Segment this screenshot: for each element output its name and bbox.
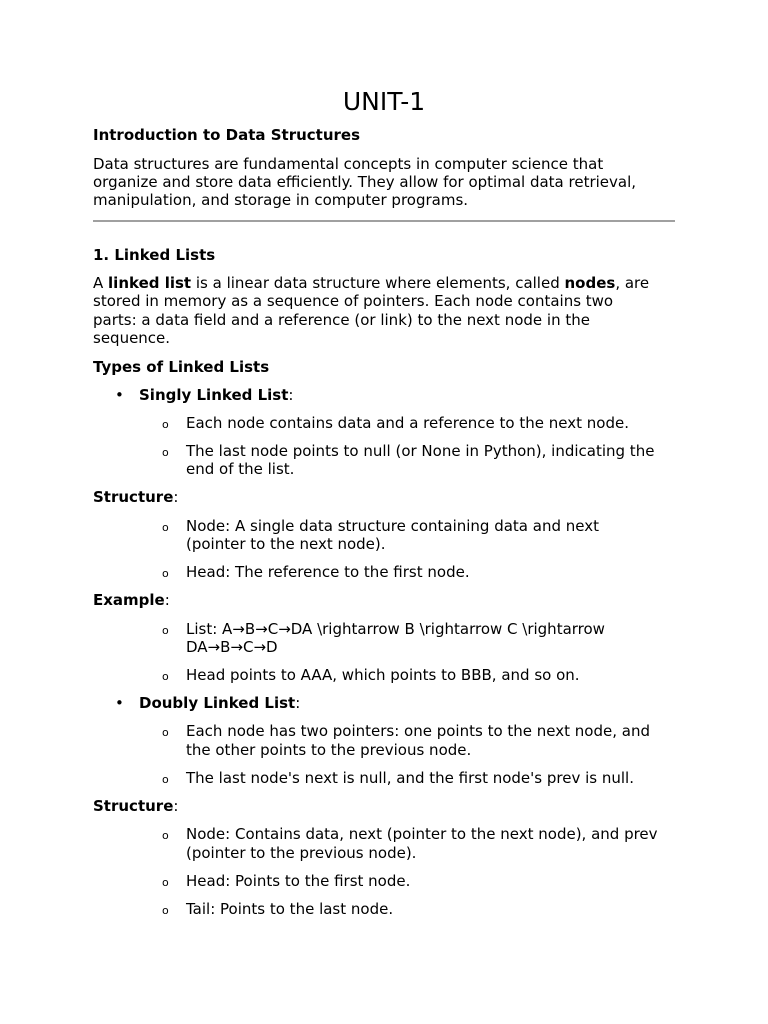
singly-subitem-2-cont: end of the list. <box>186 460 295 478</box>
para-text: is a linear data structure where elements, called <box>191 274 565 292</box>
bullet-circle-icon: o <box>162 521 169 534</box>
example-subitem-1-cont: DA→B→C→D <box>186 638 278 656</box>
structure2-subitem-3: Tail: Points to the last node. <box>186 900 394 918</box>
bullet-circle-icon: o <box>162 904 169 917</box>
bullet-disc-icon: • <box>115 694 124 712</box>
colon: : <box>173 797 179 815</box>
bullet-circle-icon: o <box>162 567 169 580</box>
para-bold-term-nodes: nodes <box>564 274 616 292</box>
bullet-circle-icon: o <box>162 418 169 431</box>
intro-line-2: organize and store data efficiently. They allow for optimal data retrieval, <box>93 173 637 191</box>
colon: : <box>295 694 301 712</box>
bullet-circle-icon: o <box>162 773 169 786</box>
linked-list-para-line-2: stored in memory as a sequence of pointers. Each node contains two <box>93 292 614 310</box>
types-heading: Types of Linked Lists <box>93 358 270 376</box>
example-subitem-2: Head points to AAA, which points to BBB, and so on. <box>186 666 580 684</box>
doubly-subitem-2: The last node's next is null, and the first node's prev is null. <box>186 769 634 787</box>
linked-list-para-line-4: sequence. <box>93 329 171 347</box>
structure-heading <box>93 797 178 816</box>
para-text: , are <box>615 274 650 292</box>
intro-line-3: manipulation, and storage in computer programs. <box>93 191 469 209</box>
bullet-circle-icon: o <box>162 726 169 739</box>
bullet-circle-icon: o <box>162 829 169 842</box>
doubly-label: Doubly Linked List <box>139 694 296 712</box>
linked-list-para-line-1 <box>93 274 649 293</box>
structure-label: Structure <box>93 797 174 815</box>
structure1-subitem-2: Head: The reference to the first node. <box>186 563 470 581</box>
bullet-circle-icon: o <box>162 624 169 637</box>
bullet-circle-icon: o <box>162 876 169 889</box>
para-bold-term-linked-list: linked list <box>108 274 192 292</box>
bullet-disc-icon: • <box>115 386 124 404</box>
structure2-subitem-2: Head: Points to the first node. <box>186 872 411 890</box>
section-heading-linked-lists: 1. Linked Lists <box>93 246 216 264</box>
example-label: Example <box>93 591 165 609</box>
singly-linked-list-item <box>139 386 293 405</box>
colon: : <box>288 386 294 404</box>
singly-label: Singly Linked List <box>139 386 289 404</box>
structure2-subitem-1: Node: Contains data, next (pointer to the next node), and prev <box>186 825 658 843</box>
example-subitem-1: List: A→B→C→DA \rightarrow B \rightarrow C \rightarrow <box>186 620 605 638</box>
structure2-subitem-1-cont: (pointer to the previous node). <box>186 844 417 862</box>
structure-label: Structure <box>93 488 174 506</box>
colon: : <box>173 488 179 506</box>
doubly-subitem-1: Each node has two pointers: one points to the next node, and <box>186 722 650 740</box>
structure1-subitem-1: Node: A single data structure containing data and next <box>186 517 599 535</box>
colon: : <box>164 591 170 609</box>
horizontal-rule <box>93 220 675 222</box>
structure-heading <box>93 488 178 507</box>
page-title: UNIT-1 <box>342 87 426 116</box>
bullet-circle-icon: o <box>162 670 169 683</box>
bullet-circle-icon: o <box>162 446 169 459</box>
structure1-subitem-1-cont: (pointer to the next node). <box>186 535 386 553</box>
para-text: A <box>93 274 109 292</box>
singly-subitem-2: The last node points to null (or None in Python), indicating the <box>186 442 655 460</box>
example-heading <box>93 591 170 610</box>
intro-heading: Introduction to Data Structures <box>93 126 361 144</box>
intro-line-1: Data structures are fundamental concepts in computer science that <box>93 155 604 173</box>
linked-list-para-line-3: parts: a data field and a reference (or link) to the next node in the <box>93 311 590 329</box>
singly-subitem-1: Each node contains data and a reference to the next node. <box>186 414 629 432</box>
doubly-linked-list-item <box>139 694 300 713</box>
doubly-subitem-1-cont: the other points to the previous node. <box>186 741 472 759</box>
